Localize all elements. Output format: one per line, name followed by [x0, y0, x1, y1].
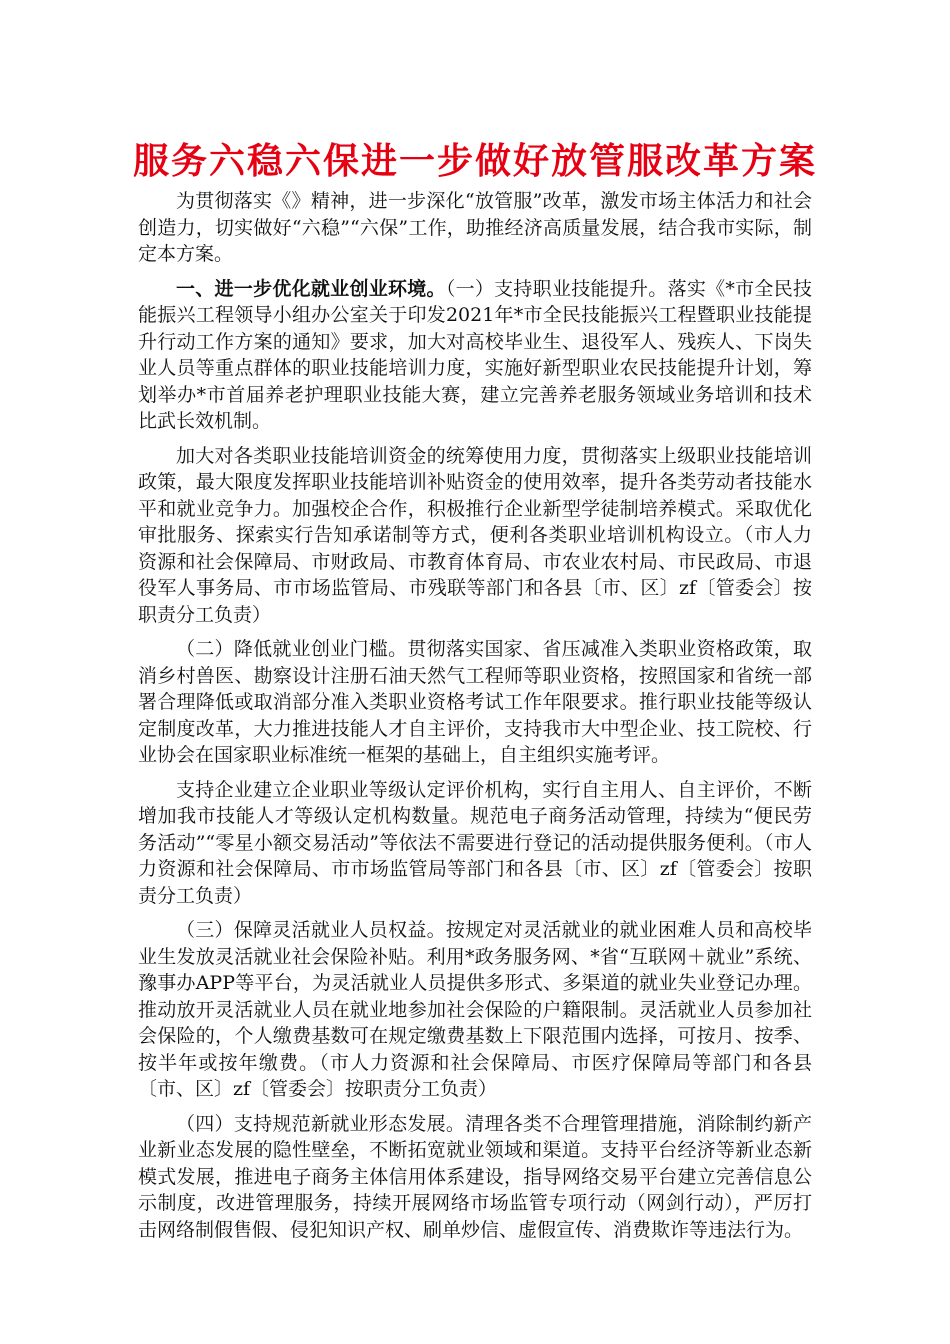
paragraph-text: （一）支持职业技能提升。落实《*市全民技能振兴工程领导小组办公室关于印发2021年*市全民技能振兴工程暨职业技能提升行动工作方案的通知》要求，加大对高校毕业生、退役军人、残疾人、下岗失业人员等重点群体的职业技能培训力度，实施好新型职业农民技能提升计划，筹划举办*市首届养老护理职业技能大赛，建立完善养老服务领域业务培训和技术比武长效机制。	[138, 277, 812, 432]
paragraph-intro	[138, 188, 812, 268]
document-body	[138, 188, 812, 1251]
paragraph-text: 为贯彻落实《》精神，进一步深化“放管服”改革，激发市场主体活力和社会创造力，切实做好“六稳”“六保”工作，助推经济高质量发展，结合我市实际，制定本方案。	[138, 190, 812, 265]
paragraph-lower-threshold	[138, 636, 812, 769]
paragraph-enterprise-evaluation	[138, 777, 812, 910]
paragraph-text: （四）支持规范新就业形态发展。清理各类不合理管理措施，消除制约新产业新业态发展的隐性壁垒，不断拓宽就业领域和渠道。支持平台经济等新业态新模式发展，推进电子商务主体信用体系建设，指导网络交易平台建立完善信息公示制度，改进管理服务，持续开展网络市场监管专项行动（网剑行动），严厉打击网络制假售假、侵犯知识产权、刷单炒信、虚假宣传、消费欺诈等违法行为。	[138, 1112, 812, 1241]
paragraph-flexible-employment	[138, 917, 812, 1103]
paragraph-text: （三）保障灵活就业人员权益。按规定对灵活就业的就业困难人员和高校毕业生发放灵活就业社会保险补贴。利用*政务服务网、*省“互联网＋就业”系统、豫事办APP等平台，为灵活就业人员提供多形式、多渠道的就业失业登记办理。推动放开灵活就业人员在就业地参加社会保险的户籍限制。灵活就业人员参加社会保险的，个人缴费基数可在规定缴费基数上下限范围内选择，可按月、按季、按半年或按年缴费。（市人力资源和社会保障局、市医疗保障局等部门和各县〔市、区〕zf〔管委会〕按职责分工负责）	[138, 919, 812, 1100]
paragraph-section-1	[138, 276, 812, 435]
paragraph-new-employment-forms	[138, 1111, 812, 1244]
document-title: 服务六稳六保进一步做好放管服改革方案	[132, 140, 817, 182]
paragraph-text: （二）降低就业创业门槛。贯彻落实国家、省压减准入类职业资格政策，取消乡村兽医、勘察设计注册石油天然气工程师等职业资格，按照国家和省统一部署合理降低或取消部分准入类职业资格考试工作年限要求。推行职业技能等级认定制度改革，大力推进技能人才自主评价，支持我市大中型企业、技工院校、行业协会在国家职业标准统一框架的基础上，自主组织实施考评。	[138, 638, 812, 766]
paragraph-funding	[138, 443, 812, 629]
paragraph-text: 加大对各类职业技能培训资金的统筹使用力度，贯彻落实上级职业技能培训政策，最大限度发挥职业技能培训补贴资金的使用效率，提升各类劳动者技能水平和就业竞争力。加强校企合作，积极推行企业新型学徒制培养模式。采取优化审批服务、探索实行告知承诺制等方式，便利各类职业培训机构设立。（市人力资源和社会保障局、市财政局、市教育体育局、市农业农村局、市民政局、市退役军人事务局、市市场监管局、市残联等部门和各县〔市、区〕zf〔管委会〕按职责分工负责）	[138, 444, 812, 626]
section-heading: 一、进一步优化就业创业环境。	[176, 277, 446, 300]
paragraph-text: 支持企业建立企业职业等级认定评价机构，实行自主用人、自主评价，不断增加我市技能人才等级认定机构数量。规范电子商务活动管理，持续为“便民劳务活动”“零星小额交易活动”等依法不需要进行登记的活动提供服务便利。（市人力资源和社会保障局、市市场监管局等部门和各县〔市、区〕zf〔管委会〕按职责分工负责）	[138, 778, 812, 907]
